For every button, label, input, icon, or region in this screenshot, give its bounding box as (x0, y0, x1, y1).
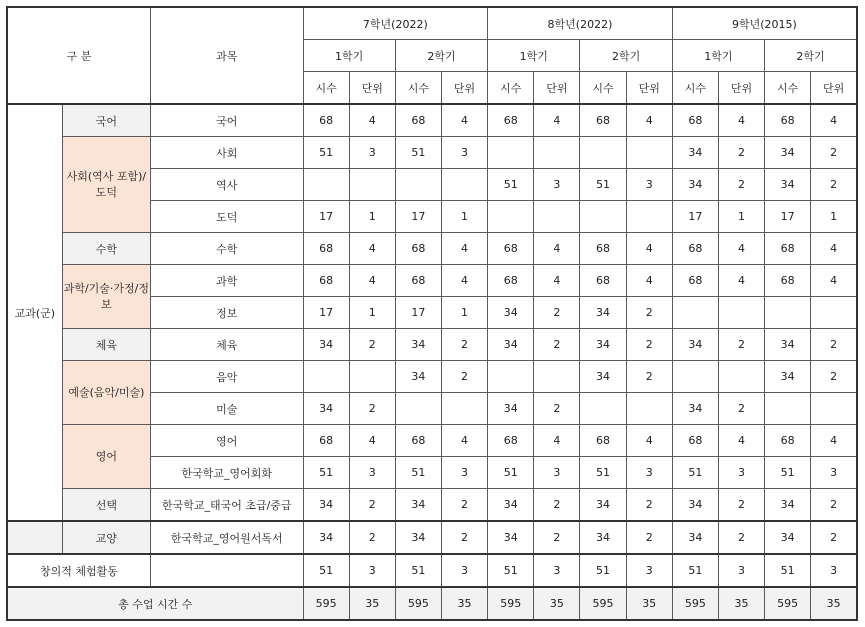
value-cell: 68 (303, 425, 349, 457)
value-cell: 68 (765, 425, 811, 457)
value-cell: 34 (303, 521, 349, 554)
value-cell: 4 (626, 265, 672, 297)
value-cell: 4 (718, 265, 764, 297)
header-hours: 시수 (672, 72, 718, 105)
value-cell: 4 (349, 233, 395, 265)
value-cell: 51 (395, 137, 441, 169)
liberal-row (7, 521, 857, 554)
value-cell: 68 (580, 233, 626, 265)
header-semester: 2학기 (395, 40, 487, 72)
subject-cell: 체육 (150, 329, 303, 361)
value-cell: 17 (303, 297, 349, 329)
value-cell: 4 (534, 265, 580, 297)
value-cell: 2 (811, 169, 857, 201)
value-cell: 34 (488, 521, 534, 554)
value-cell: 68 (395, 104, 441, 137)
header-category: 구 분 (7, 7, 150, 104)
value-cell: 68 (303, 233, 349, 265)
value-cell: 34 (672, 489, 718, 522)
value-cell (488, 201, 534, 233)
value-cell: 51 (395, 554, 441, 587)
value-cell: 68 (395, 265, 441, 297)
value-cell: 3 (626, 169, 672, 201)
value-cell: 2 (718, 329, 764, 361)
value-cell: 51 (672, 457, 718, 489)
value-cell: 2 (534, 521, 580, 554)
table-row (7, 233, 857, 265)
value-cell: 68 (488, 425, 534, 457)
value-cell: 17 (303, 201, 349, 233)
table-row (7, 489, 857, 522)
value-cell: 2 (626, 521, 672, 554)
value-cell: 3 (811, 457, 857, 489)
total-value-cell: 35 (534, 587, 580, 620)
subject-cell: 도덕 (150, 201, 303, 233)
value-cell (580, 393, 626, 425)
subject-cell: 한국학교_영어원서독서 (150, 521, 303, 554)
value-cell: 2 (626, 329, 672, 361)
value-cell: 4 (441, 265, 487, 297)
value-cell: 3 (626, 457, 672, 489)
value-cell: 68 (672, 265, 718, 297)
table-row (7, 265, 857, 297)
subject-cell: 한국학교_태국어 초급/중급 (150, 489, 303, 522)
value-cell: 1 (349, 201, 395, 233)
subject-cell: 국어 (150, 104, 303, 137)
value-cell: 4 (811, 104, 857, 137)
value-cell: 51 (303, 457, 349, 489)
value-cell: 34 (303, 329, 349, 361)
creative-blank (150, 554, 303, 587)
value-cell: 34 (765, 329, 811, 361)
area-cell: 국어 (62, 104, 150, 137)
value-cell (395, 393, 441, 425)
value-cell: 3 (441, 554, 487, 587)
header-units: 단위 (811, 72, 857, 105)
value-cell: 2 (349, 393, 395, 425)
header-hours: 시수 (765, 72, 811, 105)
value-cell: 3 (534, 169, 580, 201)
value-cell: 51 (488, 169, 534, 201)
value-cell: 4 (534, 104, 580, 137)
value-cell: 68 (395, 425, 441, 457)
subject-cell: 과학 (150, 265, 303, 297)
area-cell: 예술(음악/미술) (62, 361, 150, 425)
value-cell: 4 (534, 425, 580, 457)
value-cell: 34 (672, 521, 718, 554)
header-units: 단위 (534, 72, 580, 105)
area-cell: 선택 (62, 489, 150, 522)
value-cell: 4 (718, 233, 764, 265)
table-row (7, 329, 857, 361)
value-cell: 4 (811, 425, 857, 457)
value-cell: 2 (626, 489, 672, 522)
value-cell: 68 (580, 265, 626, 297)
value-cell: 51 (303, 554, 349, 587)
table-row (7, 361, 857, 393)
total-label: 총 수업 시간 수 (7, 587, 303, 620)
value-cell: 17 (672, 201, 718, 233)
total-value-cell: 595 (672, 587, 718, 620)
value-cell (303, 361, 349, 393)
header-grade-9: 9학년(2015) (672, 7, 857, 40)
value-cell: 34 (580, 489, 626, 522)
header-semester: 1학기 (672, 40, 764, 72)
value-cell: 51 (488, 457, 534, 489)
value-cell: 51 (580, 457, 626, 489)
value-cell (349, 361, 395, 393)
value-cell: 2 (811, 329, 857, 361)
table-row (7, 137, 857, 169)
value-cell: 34 (488, 297, 534, 329)
header-hours: 시수 (395, 72, 441, 105)
total-value-cell: 35 (811, 587, 857, 620)
area-cell: 영어 (62, 425, 150, 489)
total-value-cell: 595 (395, 587, 441, 620)
total-value-cell: 35 (718, 587, 764, 620)
value-cell: 3 (534, 554, 580, 587)
value-cell (303, 169, 349, 201)
value-cell: 68 (303, 265, 349, 297)
value-cell: 34 (765, 361, 811, 393)
value-cell (488, 137, 534, 169)
value-cell: 34 (580, 329, 626, 361)
value-cell: 68 (488, 265, 534, 297)
value-cell: 34 (395, 521, 441, 554)
curriculum-table (6, 6, 858, 621)
header-hours: 시수 (580, 72, 626, 105)
value-cell: 4 (534, 233, 580, 265)
creative-label: 창의적 체험활동 (7, 554, 150, 587)
value-cell: 2 (349, 521, 395, 554)
value-cell: 3 (441, 137, 487, 169)
value-cell: 2 (718, 393, 764, 425)
value-cell (626, 201, 672, 233)
value-cell: 34 (395, 489, 441, 522)
value-cell (811, 297, 857, 329)
total-value-cell: 35 (441, 587, 487, 620)
header-hours: 시수 (488, 72, 534, 105)
value-cell: 2 (349, 329, 395, 361)
value-cell: 68 (580, 425, 626, 457)
total-value-cell: 35 (349, 587, 395, 620)
value-cell: 51 (672, 554, 718, 587)
liberal-blank (7, 521, 62, 554)
value-cell: 34 (580, 297, 626, 329)
value-cell: 34 (488, 489, 534, 522)
total-value-cell: 595 (488, 587, 534, 620)
value-cell (395, 169, 441, 201)
value-cell: 3 (811, 554, 857, 587)
area-cell: 과학/기술·가정/정보 (62, 265, 150, 329)
header-subject: 과목 (150, 7, 303, 104)
value-cell: 1 (349, 297, 395, 329)
value-cell: 34 (395, 361, 441, 393)
total-value-cell: 595 (580, 587, 626, 620)
header-units: 단위 (718, 72, 764, 105)
subject-cell: 음악 (150, 361, 303, 393)
value-cell: 3 (349, 137, 395, 169)
value-cell: 68 (395, 233, 441, 265)
value-cell (441, 169, 487, 201)
value-cell: 2 (349, 489, 395, 522)
value-cell: 34 (765, 169, 811, 201)
value-cell: 51 (580, 554, 626, 587)
value-cell: 2 (718, 137, 764, 169)
value-cell: 51 (303, 137, 349, 169)
value-cell: 68 (672, 425, 718, 457)
value-cell: 34 (303, 393, 349, 425)
value-cell: 2 (441, 329, 487, 361)
subject-cell: 한국학교_영어회화 (150, 457, 303, 489)
header-semester: 2학기 (580, 40, 672, 72)
value-cell: 2 (811, 489, 857, 522)
value-cell: 2 (534, 393, 580, 425)
value-cell: 2 (811, 521, 857, 554)
value-cell: 2 (441, 489, 487, 522)
header-semester: 1학기 (488, 40, 580, 72)
subject-cell: 영어 (150, 425, 303, 457)
value-cell: 1 (718, 201, 764, 233)
value-cell (765, 297, 811, 329)
value-cell (626, 137, 672, 169)
value-cell: 4 (811, 265, 857, 297)
value-cell: 4 (718, 425, 764, 457)
value-cell (534, 201, 580, 233)
value-cell: 3 (441, 457, 487, 489)
value-cell: 4 (626, 425, 672, 457)
value-cell: 2 (811, 137, 857, 169)
value-cell (580, 137, 626, 169)
header-units: 단위 (349, 72, 395, 105)
area-cell: 사회(역사 포함)/도덕 (62, 137, 150, 233)
value-cell: 2 (534, 329, 580, 361)
value-cell: 68 (580, 104, 626, 137)
value-cell: 2 (626, 297, 672, 329)
subject-cell: 역사 (150, 169, 303, 201)
value-cell: 4 (349, 425, 395, 457)
header-units: 단위 (441, 72, 487, 105)
subject-cell: 미술 (150, 393, 303, 425)
value-cell (626, 393, 672, 425)
group-label: 교과(군) (7, 104, 62, 521)
value-cell: 3 (718, 457, 764, 489)
value-cell: 68 (765, 265, 811, 297)
value-cell: 2 (534, 297, 580, 329)
subject-cell: 수학 (150, 233, 303, 265)
value-cell: 34 (488, 329, 534, 361)
header-row-grades (7, 7, 857, 40)
table-row (7, 104, 857, 137)
value-cell: 68 (765, 104, 811, 137)
value-cell: 51 (395, 457, 441, 489)
total-row (7, 587, 857, 620)
value-cell (765, 393, 811, 425)
value-cell: 34 (765, 137, 811, 169)
value-cell: 17 (765, 201, 811, 233)
value-cell (718, 297, 764, 329)
value-cell: 2 (811, 361, 857, 393)
value-cell: 4 (626, 104, 672, 137)
value-cell: 34 (765, 489, 811, 522)
value-cell: 3 (349, 554, 395, 587)
value-cell (534, 361, 580, 393)
value-cell: 17 (395, 297, 441, 329)
value-cell: 34 (488, 393, 534, 425)
value-cell: 4 (811, 233, 857, 265)
value-cell: 3 (718, 554, 764, 587)
header-semester: 1학기 (303, 40, 395, 72)
value-cell: 4 (441, 233, 487, 265)
value-cell: 34 (672, 169, 718, 201)
area-cell: 체육 (62, 329, 150, 361)
value-cell: 34 (395, 329, 441, 361)
value-cell (811, 393, 857, 425)
liberal-area: 교양 (62, 521, 150, 554)
value-cell (488, 361, 534, 393)
value-cell: 34 (580, 361, 626, 393)
value-cell: 51 (765, 554, 811, 587)
total-value-cell: 595 (303, 587, 349, 620)
value-cell: 1 (811, 201, 857, 233)
value-cell: 68 (765, 233, 811, 265)
value-cell: 34 (765, 521, 811, 554)
value-cell: 2 (441, 361, 487, 393)
value-cell: 51 (488, 554, 534, 587)
value-cell: 4 (349, 104, 395, 137)
value-cell: 3 (349, 457, 395, 489)
creative-row (7, 554, 857, 587)
value-cell: 34 (672, 137, 718, 169)
value-cell: 68 (303, 104, 349, 137)
value-cell (718, 361, 764, 393)
value-cell (672, 361, 718, 393)
table-row (7, 425, 857, 457)
value-cell: 2 (441, 521, 487, 554)
value-cell: 4 (441, 425, 487, 457)
area-cell: 수학 (62, 233, 150, 265)
value-cell (441, 393, 487, 425)
total-value-cell: 595 (765, 587, 811, 620)
value-cell: 17 (395, 201, 441, 233)
value-cell: 1 (441, 297, 487, 329)
value-cell: 34 (303, 489, 349, 522)
value-cell: 2 (718, 169, 764, 201)
value-cell (349, 169, 395, 201)
total-value-cell: 35 (626, 587, 672, 620)
header-units: 단위 (626, 72, 672, 105)
header-grade-7: 7학년(2022) (303, 7, 488, 40)
value-cell: 4 (626, 233, 672, 265)
value-cell: 4 (349, 265, 395, 297)
value-cell: 1 (441, 201, 487, 233)
value-cell: 68 (672, 104, 718, 137)
value-cell: 2 (718, 489, 764, 522)
value-cell (534, 137, 580, 169)
header-grade-8: 8학년(2022) (488, 7, 673, 40)
value-cell: 2 (718, 521, 764, 554)
value-cell: 2 (626, 361, 672, 393)
header-semester: 2학기 (765, 40, 857, 72)
value-cell: 34 (672, 329, 718, 361)
value-cell: 68 (488, 233, 534, 265)
subject-cell: 사회 (150, 137, 303, 169)
value-cell (672, 297, 718, 329)
value-cell: 68 (672, 233, 718, 265)
value-cell: 34 (580, 521, 626, 554)
value-cell (580, 201, 626, 233)
value-cell: 4 (441, 104, 487, 137)
value-cell: 2 (534, 489, 580, 522)
value-cell: 68 (488, 104, 534, 137)
value-cell: 3 (534, 457, 580, 489)
header-hours: 시수 (303, 72, 349, 105)
value-cell: 34 (672, 393, 718, 425)
value-cell: 51 (765, 457, 811, 489)
subject-cell: 정보 (150, 297, 303, 329)
value-cell: 4 (718, 104, 764, 137)
value-cell: 51 (580, 169, 626, 201)
value-cell: 3 (626, 554, 672, 587)
